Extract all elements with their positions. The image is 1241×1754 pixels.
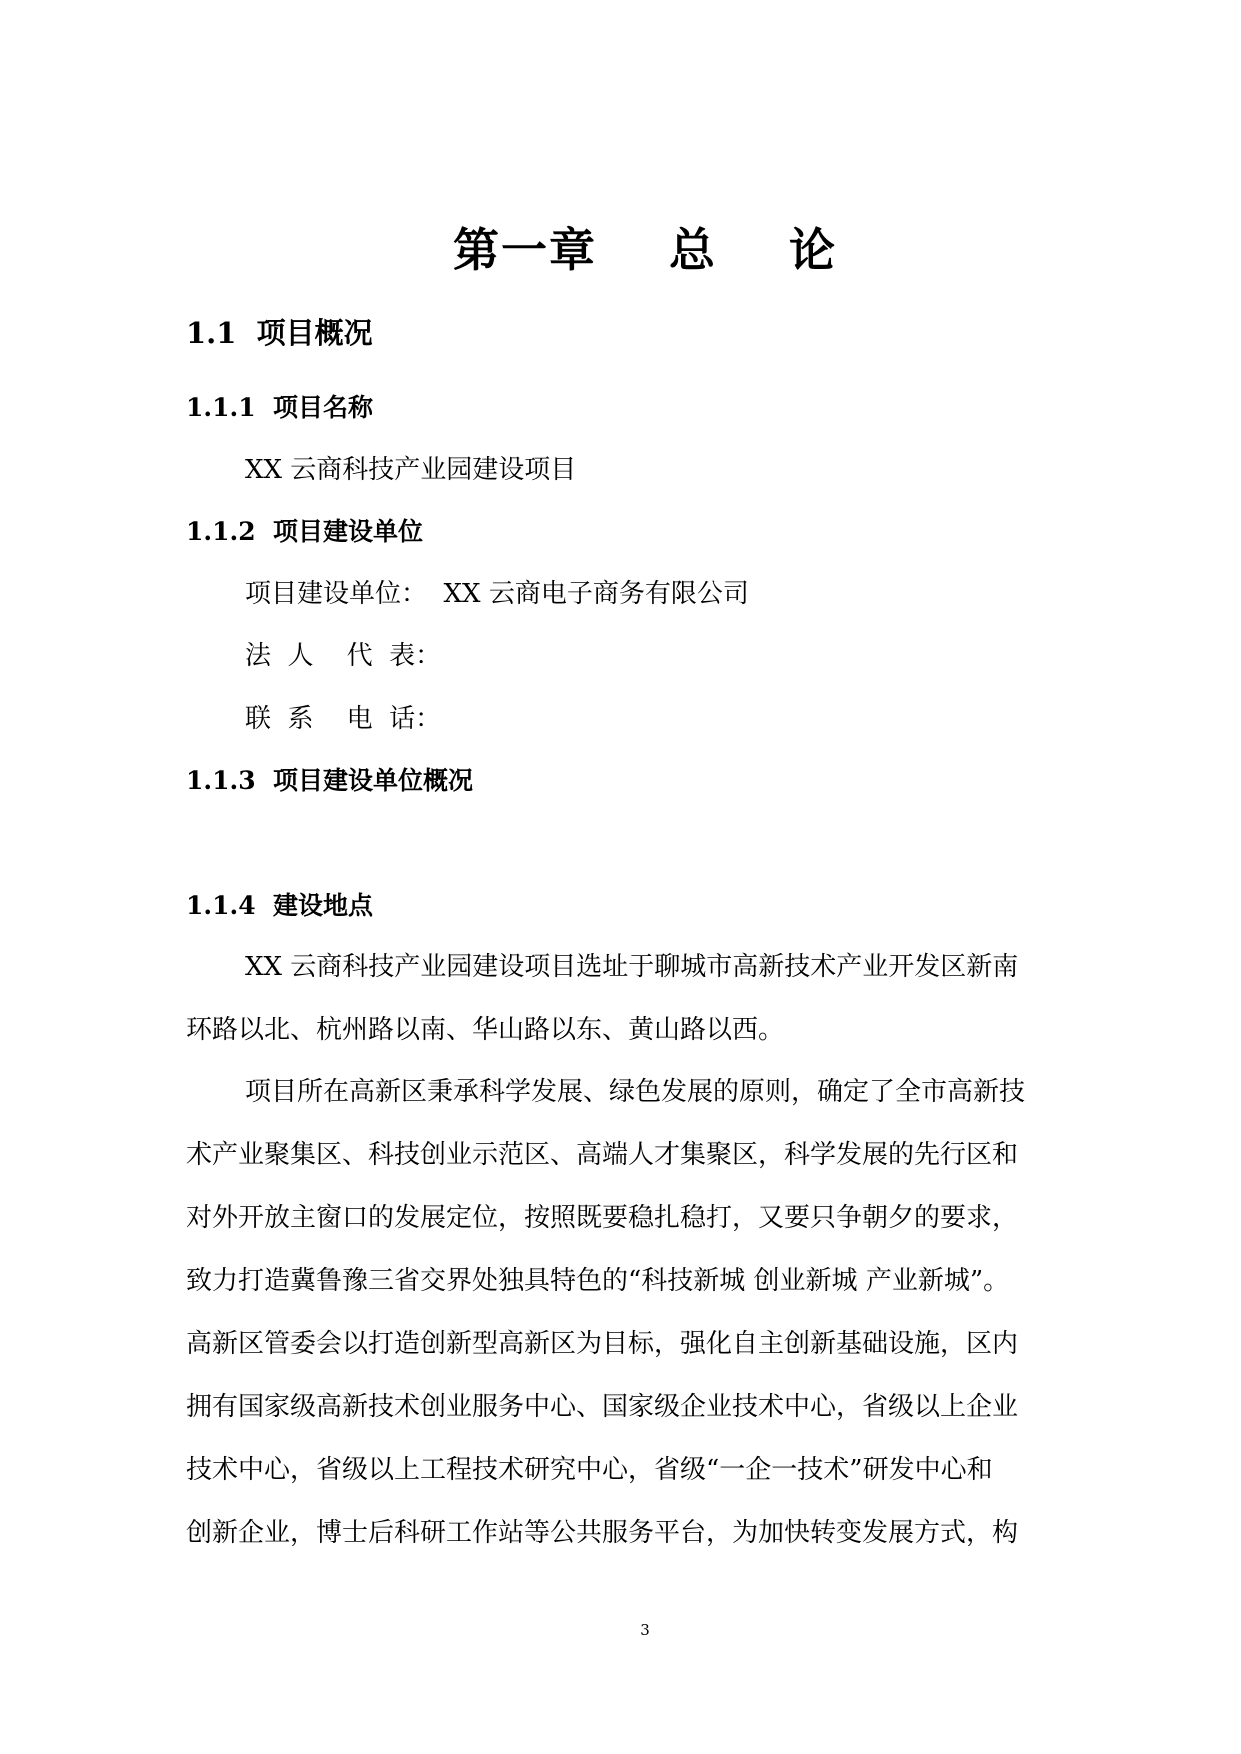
- section-heading-1-1: 1.1 项目概况: [186, 316, 373, 350]
- section-heading-1-1-3: 1.1.3 项目建设单位概况: [186, 766, 474, 795]
- paragraph-line: 拥有国家级高新技术创业服务中心、国家级企业技术中心，省级以上企业: [186, 1392, 1019, 1422]
- paragraph-line: 创新企业，博士后科研工作站等公共服务平台，为加快转变发展方式，构: [186, 1518, 1019, 1548]
- page-number: 3: [640, 1621, 650, 1639]
- section-heading-1-1-1: 1.1.1 项目名称: [186, 393, 373, 422]
- section-heading-1-1-2: 1.1.2 项目建设单位: [186, 517, 424, 546]
- construction-unit-line: 项目建设单位： XX 云商电子商务有限公司: [245, 579, 749, 609]
- chapter-title: 第一章 总 论: [452, 223, 838, 277]
- paragraph-line: XX 云商科技产业园建设项目选址于聊城市高新技术产业开发区新南: [245, 952, 1019, 982]
- project-name-text: XX 云商科技产业园建设项目: [245, 455, 577, 485]
- paragraph-line: 对外开放主窗口的发展定位，按照既要稳扎稳打，又要只争朝夕的要求，: [186, 1203, 1019, 1233]
- legal-representative-line: 法 人 代 表：: [245, 641, 442, 671]
- contact-phone-line: 联 系 电 话：: [245, 704, 442, 734]
- paragraph-location: [186, 936, 1111, 1062]
- paragraph-line: 致力打造冀鲁豫三省交界处独具特色的“科技新城 创业新城 产业新城”。: [186, 1266, 1010, 1296]
- paragraph-line: 技术中心，省级以上工程技术研究中心，省级“一企一技术”研发中心和: [186, 1455, 993, 1485]
- paragraph-line: 项目所在高新区秉承科学发展、绿色发展的原则，确定了全市高新技: [245, 1077, 1026, 1107]
- paragraph-high-tech-zone: [186, 1061, 1111, 1565]
- paragraph-line: 高新区管委会以打造创新型高新区为目标，强化自主创新基础设施，区内: [186, 1329, 1019, 1359]
- paragraph-line: 环路以北、杭州路以南、华山路以东、黄山路以西。: [186, 1015, 785, 1045]
- section-heading-1-1-4: 1.1.4 建设地点: [186, 891, 373, 920]
- paragraph-line: 术产业聚集区、科技创业示范区、高端人才集聚区，科学发展的先行区和: [186, 1140, 1019, 1170]
